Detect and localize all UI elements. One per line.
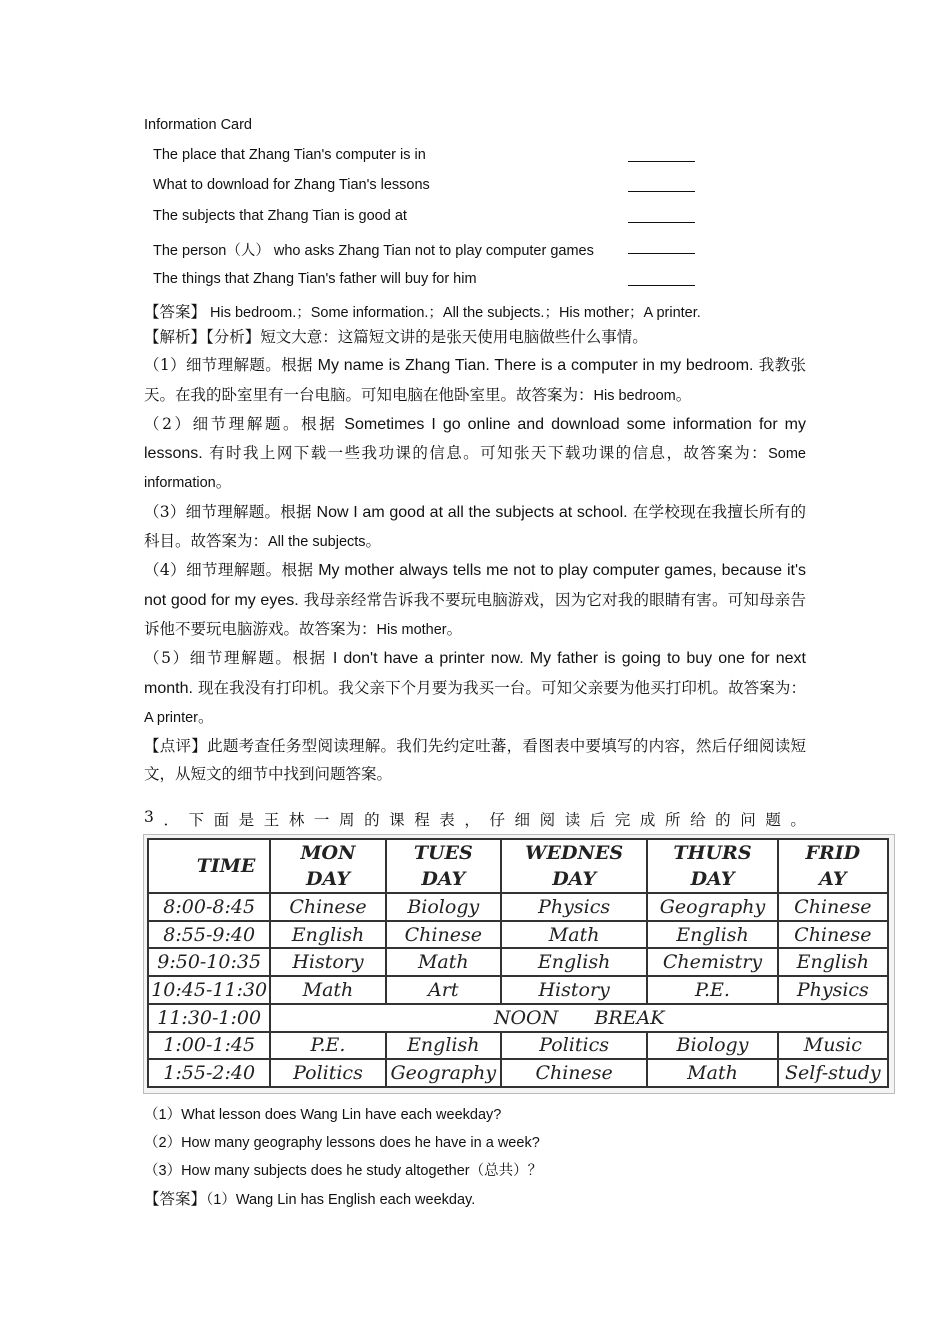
timetable-break-row <box>148 1004 888 1032</box>
lesson-cell: Geography <box>647 893 777 921</box>
answer-blank[interactable] <box>628 253 695 254</box>
analysis-item <box>144 410 806 498</box>
item-end: 。 <box>365 532 382 551</box>
card-title: Information Card <box>144 117 252 133</box>
item-quote: Now I am good at all the subjects at school. <box>311 503 628 521</box>
title-char: 成 <box>639 811 656 829</box>
item-explanation: 我教张天。在我的卧室里有一台电脑。可知电脑在他卧室里。故答案为： <box>144 356 806 404</box>
lesson-cell: Chinese <box>386 921 501 949</box>
timetable-row <box>148 893 888 921</box>
lesson-cell: English <box>647 921 777 949</box>
item-answer: His mother <box>376 621 447 638</box>
title-char: 的 <box>715 811 731 829</box>
title-char: 课 <box>389 811 405 829</box>
card-row <box>153 239 698 259</box>
answer-text: His bedroom.；Some information.；All the subjects.；His mother；A printer. <box>210 305 701 321</box>
item-number: （5）细节理解题。根据 <box>144 649 327 668</box>
comment-label: 【点评】 <box>144 737 208 756</box>
answer-blank[interactable] <box>628 222 695 223</box>
title-char: 问 <box>740 811 756 829</box>
analysis-intro <box>144 323 806 351</box>
title-char: 所 <box>665 811 681 829</box>
noon-break-cell: NOON BREAK <box>270 1004 888 1032</box>
card-row <box>153 147 698 167</box>
lesson-cell: History <box>270 948 385 976</box>
card-row-text: The person（人） who asks Zhang Tian not to play computer games <box>153 243 594 259</box>
lesson-cell: Self-study <box>778 1059 888 1087</box>
item-end: 。 <box>215 473 232 492</box>
time-cell: 8:55-9:40 <box>148 921 270 949</box>
header-cell: THURS DAY <box>647 839 777 893</box>
comment <box>144 732 806 789</box>
card-row-text: The place that Zhang Tian's computer is in <box>153 147 426 163</box>
header-cell: TUES DAY <box>386 839 501 893</box>
title-char: 仔 <box>489 811 505 829</box>
header-cell: WEDNES DAY <box>501 839 647 893</box>
item-quote: I don't have a printer now. My father is going to buy one for next month. <box>144 650 806 697</box>
item-answer: All the subjects <box>268 534 366 551</box>
comment-text: 此题考查任务型阅读理解。我们先约定吐蕃，看图表中要填写的内容，然后仔细阅读短文，从短文的细节中找到问题答案。 <box>144 737 806 784</box>
lesson-cell: P.E. <box>270 1032 385 1060</box>
answer-line <box>144 300 701 322</box>
title-char: 林 <box>288 811 305 829</box>
item-explanation: 我母亲经常告诉我不要玩电脑游戏，因为它对我的眼睛有害。可知母亲告诉他不要玩电脑游戏。故答案为： <box>144 590 807 638</box>
item-answer: A printer <box>144 709 198 726</box>
lesson-cell: Chinese <box>501 1059 647 1087</box>
analysis-item <box>144 556 806 644</box>
time-cell: 1:55-2:40 <box>148 1059 270 1087</box>
title-char: 3 <box>144 808 154 826</box>
card-row-text: What to download for Zhang Tian's lessons <box>153 177 430 193</box>
lesson-cell: Chinese <box>778 893 888 921</box>
title-char: 表 <box>439 811 455 829</box>
timetable-row <box>148 1059 888 1087</box>
item-number: （1）细节理解题。根据 <box>144 356 313 375</box>
item-quote: Sometimes I go online and download some information for my lessons. <box>144 415 806 463</box>
lesson-cell: English <box>270 921 385 949</box>
lesson-cell: Math <box>501 921 647 949</box>
answer-blank[interactable] <box>628 285 695 286</box>
lesson-cell: Politics <box>270 1059 385 1087</box>
lesson-cell: Math <box>647 1059 777 1087</box>
header-cell: MON DAY <box>270 839 385 893</box>
analysis-item <box>144 644 806 732</box>
lesson-cell: English <box>501 948 647 976</box>
item-explanation: 现在我没有打印机。我父亲下个月要为我买一台。可知父亲要为他买打印机。故答案为： <box>192 678 806 697</box>
question-3: （3）How many subjects does he study altogether（总共）？ <box>144 1163 543 1179</box>
lesson-cell: Chemistry <box>647 948 777 976</box>
lesson-cell: Chinese <box>270 893 385 921</box>
answer-text: （1）Wang Lin has English each weekday. <box>206 1192 476 1208</box>
answer-blank[interactable] <box>628 161 695 162</box>
time-cell: 8:00-8:45 <box>148 893 270 921</box>
lesson-cell: Physics <box>778 976 888 1004</box>
lesson-cell: Biology <box>386 893 501 921</box>
item-answer: His bedroom <box>593 387 676 404</box>
title-char: 面 <box>213 811 230 829</box>
timetable-row <box>148 948 888 976</box>
item-quote: My mother always tells me not to play computer games, because it's not good for my eyes. <box>144 562 806 609</box>
lesson-cell: English <box>386 1032 501 1060</box>
time-cell: 11:30-1:00 <box>148 1004 270 1032</box>
analysis-item <box>144 498 806 557</box>
timetable-header-row <box>148 839 888 893</box>
item-answer: Some information <box>144 446 806 492</box>
title-char: 下 <box>188 811 205 829</box>
answer-label: 【答案】 <box>144 1190 207 1208</box>
timetable <box>147 838 889 1088</box>
item-quote: My name is Zhang Tian. There is a computer in my bedroom. <box>312 357 754 375</box>
lesson-cell: Math <box>270 976 385 1004</box>
card-row <box>153 208 698 228</box>
title-char: 一 <box>313 811 330 829</box>
analysis-summary: 短文大意：这篇短文讲的是张天使用电脑做些什么事情。 <box>260 328 648 346</box>
title-char: 的 <box>364 811 380 829</box>
card-row <box>153 271 698 291</box>
item-end: 。 <box>675 385 692 404</box>
lesson-cell: P.E. <box>647 976 777 1004</box>
lesson-cell: History <box>501 976 647 1004</box>
timetable-row <box>148 976 888 1004</box>
card-row-text: The subjects that Zhang Tian is good at <box>153 208 407 224</box>
time-cell: 9:50-10:35 <box>148 948 270 976</box>
timetable-image <box>143 834 895 1094</box>
title-char: 。 <box>790 811 806 829</box>
item-explanation: 在学校现在我擅长所有的科目。故答案为： <box>144 502 806 551</box>
lesson-cell: Math <box>386 948 501 976</box>
title-char: 程 <box>414 811 430 829</box>
timetable-row <box>148 921 888 949</box>
item-end: 。 <box>446 619 463 638</box>
item-explanation: 有时我上网下载一些我功课的信息。可知张天下载功课的信息，故答案为： <box>202 444 769 463</box>
title-char: 阅 <box>539 811 556 829</box>
title-char: 周 <box>338 811 355 829</box>
lesson-cell: Geography <box>386 1059 501 1087</box>
item-end: 。 <box>198 707 214 726</box>
card-row-text: The things that Zhang Tian's father will buy for him <box>153 271 477 287</box>
lesson-cell: English <box>778 948 888 976</box>
lesson-cell: Art <box>386 976 501 1004</box>
card-row <box>153 177 698 197</box>
answer-label: 【答案】 <box>144 303 207 321</box>
analysis-section <box>144 323 806 789</box>
lesson-cell: Music <box>778 1032 888 1060</box>
item-number: （4）细节理解题。根据 <box>144 561 314 580</box>
item-number: （3）细节理解题。根据 <box>144 502 312 521</box>
lesson-cell: Politics <box>501 1032 647 1060</box>
question-3-answer <box>144 1187 475 1209</box>
analysis-item <box>144 351 806 410</box>
lesson-cell: Biology <box>647 1032 777 1060</box>
title-char: 王 <box>263 811 280 829</box>
title-char: 读 <box>564 811 581 829</box>
title-char: 给 <box>690 811 706 829</box>
title-char: 后 <box>589 811 606 829</box>
lesson-cell: Physics <box>501 893 647 921</box>
time-cell: 10:45-11:30 <box>148 976 270 1004</box>
time-cell: 1:00-1:45 <box>148 1032 270 1060</box>
title-char: ， <box>464 811 480 829</box>
title-char: ． <box>163 811 179 829</box>
analysis-label: 【解析】【分析】 <box>144 328 261 346</box>
header-cell: FRID AY <box>778 839 888 893</box>
title-char: 细 <box>514 811 531 829</box>
timetable-row <box>148 1032 888 1060</box>
question-2: （2）How many geography lessons does he have in a week? <box>144 1135 540 1151</box>
header-cell: TIME <box>148 839 270 893</box>
item-number: （2）细节理解题。根据 <box>144 414 338 433</box>
answer-blank[interactable] <box>628 191 695 192</box>
lesson-cell: Chinese <box>778 921 888 949</box>
question-3-title <box>144 808 806 830</box>
title-char: 题 <box>765 811 781 829</box>
title-char: 是 <box>238 811 255 829</box>
title-char: 完 <box>614 811 631 829</box>
question-1: （1）What lesson does Wang Lin have each weekday? <box>144 1107 502 1123</box>
